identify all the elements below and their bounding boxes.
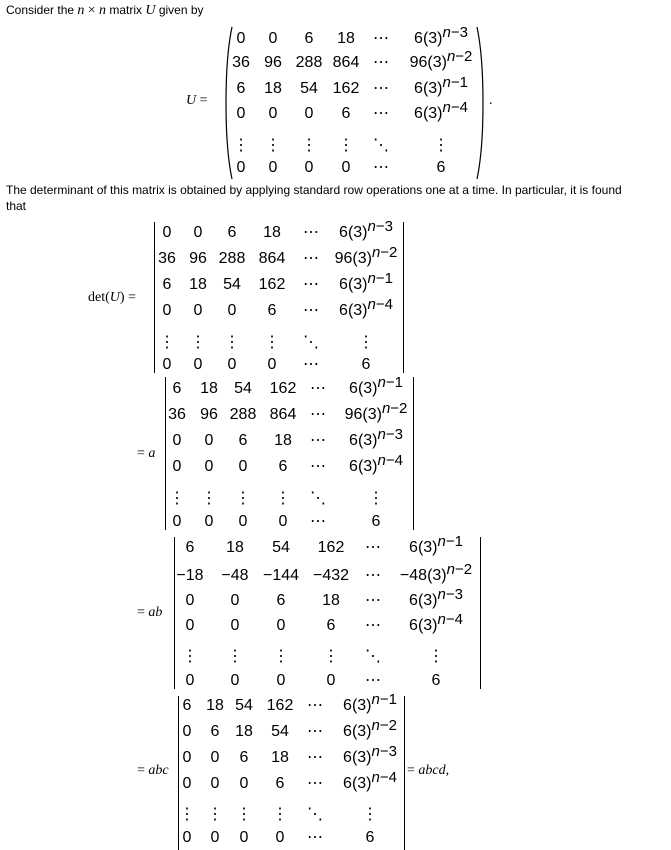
matrix-u-cell-r3-c4: 162	[332, 80, 360, 97]
determinant-3-cell-r1-c2: 18	[226, 539, 244, 556]
determinant-4-left-bar	[178, 696, 179, 850]
entry-coefficient: 96(3)	[344, 406, 382, 423]
determinant-3-cell-r5-c4: ⋮	[323, 648, 339, 665]
determinant-4-cell-r1-c6	[343, 691, 397, 714]
entry-exponent: n−4	[367, 296, 393, 313]
determinant-4-cell-r5-c6: ⋮	[362, 806, 378, 823]
determinant-1-cell-r6-c4: 0	[267, 356, 277, 373]
determinant-2-cell-r3-c2: 0	[204, 432, 214, 449]
determinant-3-cell-r6-c5: ⋯	[365, 672, 381, 689]
matrix-u-cell-r4-c4: 6	[341, 105, 351, 122]
entry-coefficient: 6(3)	[349, 432, 378, 449]
determinant-1-cell-r1-c6	[339, 218, 393, 241]
entry-exponent: n−1	[437, 533, 463, 550]
determinant-1-cell-r6-c1: 0	[162, 356, 172, 373]
determinant-3-cell-r4-c6	[409, 611, 463, 634]
determinant-3-right-bar	[480, 537, 481, 689]
entry-coefficient: 6(3)	[339, 276, 368, 293]
determinant-3-cell-r3-c5: ⋯	[365, 592, 381, 609]
entry-exponent: n−3	[371, 743, 397, 760]
determinant-2-cell-r4-c4: 6	[278, 458, 288, 475]
matrix-u-cell-r6-c5: ⋯	[373, 159, 389, 176]
entry-coefficient: 6(3)	[343, 723, 372, 740]
entry-exponent: n−1	[377, 374, 403, 391]
determinant-2-cell-r1-c6	[349, 374, 403, 397]
matrix-u-cell-r2-c6	[409, 48, 473, 71]
determinant-2-cell-r2-c4: 864	[269, 406, 297, 423]
determinant-1-cell-r6-c2: 0	[193, 356, 203, 373]
matrix-u-cell-r6-c1: 0	[236, 159, 246, 176]
determinant-3-cell-r1-c5: ⋯	[365, 539, 381, 556]
determinant-2-cell-r6-c2: 0	[204, 513, 214, 530]
step-abc-equals: =	[137, 763, 145, 778]
determinant-3-cell-r4-c5: ⋯	[365, 617, 381, 634]
determinant-3-cell-r3-c1: 0	[185, 592, 195, 609]
entry-coefficient: 6(3)	[343, 697, 372, 714]
entry-coefficient: 96(3)	[409, 54, 447, 71]
matrix-u-cell-r4-c1: 0	[236, 105, 246, 122]
final-result	[407, 763, 449, 779]
matrix-u-cell-r2-c4: 864	[332, 54, 360, 71]
determinant-3-cell-r1-c6	[409, 533, 463, 556]
determinant-4-cell-r6-c4: 0	[275, 829, 285, 846]
matrix-u-cell-r5-c2: ⋮	[265, 137, 281, 154]
determinant-2-cell-r4-c1: 0	[172, 458, 182, 475]
determinant-3-cell-r2-c5: ⋯	[365, 567, 381, 584]
determinant-1-cell-r4-c4: 6	[267, 302, 277, 319]
step-label-ab	[137, 605, 162, 621]
intro-after: given by	[158, 3, 204, 17]
determinant-4-cell-r5-c2: ⋮	[207, 806, 223, 823]
entry-coefficient: 6(3)	[349, 380, 378, 397]
determinant-4-cell-r4-c6	[343, 769, 397, 792]
entry-coefficient: −48(3)	[399, 567, 447, 584]
entry-exponent: n−2	[446, 48, 473, 65]
matrix-u-cell-r2-c5: ⋯	[373, 54, 389, 71]
determinant-2-cell-r6-c3: 0	[238, 513, 248, 530]
final-expr: abcd	[418, 763, 446, 778]
determinant-3-cell-r2-c1: −18	[176, 567, 204, 584]
entry-exponent: n−3	[367, 218, 393, 235]
determinant-1-cell-r2-c1: 36	[158, 250, 176, 267]
determinant-4-cell-r2-c4: 54	[271, 723, 289, 740]
determinant-4-cell-r3-c5: ⋯	[307, 749, 323, 766]
determinant-3-cell-r1-c4: 162	[317, 539, 345, 556]
determinant-1-cell-r6-c3: 0	[227, 356, 237, 373]
entry-coefficient: 6(3)	[409, 539, 438, 556]
determinant-3-cell-r5-c1: ⋮	[182, 648, 198, 665]
determinant-1-cell-r3-c1: 6	[162, 276, 172, 293]
matrix-u-cell-r3-c6	[414, 74, 468, 97]
u-trailing-period: .	[489, 93, 493, 108]
determinant-1-cell-r5-c6: ⋮	[358, 334, 374, 351]
determinant-4-cell-r3-c6	[343, 743, 397, 766]
determinant-4-cell-r2-c3: 18	[235, 723, 253, 740]
determinant-2-cell-r1-c5: ⋯	[310, 380, 326, 397]
determinant-2-cell-r1-c1: 6	[172, 380, 182, 397]
determinant-3-cell-r2-c3: −144	[262, 567, 300, 584]
determinant-3-cell-r4-c1: 0	[185, 617, 195, 634]
matrix-u-cell-r1-c1: 0	[236, 30, 246, 47]
determinant-2-cell-r2-c6	[344, 400, 408, 423]
determinant-1-cell-r5-c2: ⋮	[190, 334, 206, 351]
step-label-abc	[137, 763, 169, 779]
determinant-1-right-bar	[403, 222, 404, 373]
step-label-a	[137, 446, 155, 462]
determinant-2-cell-r6-c6: 6	[371, 513, 381, 530]
entry-exponent: n−2	[446, 561, 473, 578]
entry-exponent: n−1	[442, 74, 468, 91]
matrix-u-cell-r5-c6: ⋮	[433, 137, 449, 154]
determinant-2-cell-r3-c6	[349, 426, 403, 449]
determinant-2-cell-r3-c3: 6	[238, 432, 248, 449]
paragraph-line-1: The determinant of this matrix is obtained by applying standard row operations one at a time. In particular, it is found	[6, 183, 622, 197]
determinant-3-cell-r1-c1: 6	[185, 539, 195, 556]
determinant-3-cell-r3-c6	[409, 586, 463, 609]
matrix-u-cell-r6-c4: 0	[341, 159, 351, 176]
determinant-1-cell-r6-c5: ⋯	[303, 356, 319, 373]
determinant-1-cell-r1-c5: ⋯	[303, 224, 319, 241]
det-label	[88, 290, 136, 306]
determinant-3-cell-r3-c3: 6	[276, 592, 286, 609]
entry-exponent: n−3	[377, 426, 403, 443]
determinant-1-cell-r4-c1: 0	[162, 302, 172, 319]
determinant-4-cell-r4-c5: ⋯	[307, 775, 323, 792]
matrix-u-cell-r6-c3: 0	[304, 159, 314, 176]
determinant-4-cell-r6-c5: ⋯	[307, 829, 323, 846]
times-symbol: ×	[87, 3, 96, 18]
matrix-u-cell-r5-c1: ⋮	[233, 137, 249, 154]
matrix-u-cell-r3-c3: 54	[300, 80, 318, 97]
determinant-1-cell-r4-c5: ⋯	[303, 302, 319, 319]
matrix-u-cell-r3-c1: 6	[236, 80, 246, 97]
determinant-2-cell-r5-c2: ⋮	[201, 490, 217, 507]
u-equals-label	[186, 93, 208, 109]
entry-coefficient: 96(3)	[334, 250, 372, 267]
determinant-2-cell-r4-c3: 0	[238, 458, 248, 475]
step-a-coef: a	[148, 446, 156, 461]
matrix-u-cell-r6-c2: 0	[268, 159, 278, 176]
determinant-1-cell-r2-c3: 288	[218, 250, 246, 267]
matrix-u-cell-r4-c2: 0	[268, 105, 278, 122]
determinant-4-cell-r3-c4: 18	[271, 749, 289, 766]
entry-exponent: n−2	[381, 400, 408, 417]
determinant-1-cell-r1-c3: 6	[227, 224, 237, 241]
determinant-4-cell-r6-c2: 0	[210, 829, 220, 846]
matrix-u-cell-r3-c2: 18	[264, 80, 282, 97]
entry-coefficient: 6(3)	[339, 302, 368, 319]
determinant-4-cell-r4-c4: 6	[275, 775, 285, 792]
determinant-1-cell-r3-c2: 18	[189, 276, 207, 293]
matrix-u-cell-r1-c4: 18	[337, 30, 355, 47]
determinant-2-cell-r2-c1: 36	[168, 406, 186, 423]
entry-coefficient: 6(3)	[409, 617, 438, 634]
entry-exponent: n−4	[442, 99, 468, 116]
determinant-3-cell-r2-c6	[399, 561, 473, 584]
dim-n-2: n	[98, 3, 106, 18]
matrix-u-cell-r2-c1: 36	[232, 54, 250, 71]
determinant-4-cell-r6-c1: 0	[182, 829, 192, 846]
determinant-1-cell-r5-c4: ⋮	[264, 334, 280, 351]
determinant-4-cell-r5-c1: ⋮	[179, 806, 195, 823]
determinant-2-right-bar	[413, 377, 414, 530]
determinant-4-cell-r4-c1: 0	[182, 775, 192, 792]
determinant-1-cell-r3-c5: ⋯	[303, 276, 319, 293]
determinant-2-cell-r4-c6	[349, 452, 403, 475]
entry-exponent: n−2	[371, 717, 397, 734]
intro-middle: matrix	[109, 3, 142, 17]
determinant-3-cell-r6-c6: 6	[431, 672, 441, 689]
determinant-2-cell-r2-c2: 96	[200, 406, 218, 423]
determinant-1-cell-r3-c3: 54	[223, 276, 241, 293]
u-equals: =	[199, 93, 208, 108]
matrix-u-cell-r5-c5: ⋱	[373, 137, 389, 154]
determinant-2-cell-r3-c1: 0	[172, 432, 182, 449]
entry-coefficient: 6(3)	[414, 30, 443, 47]
determinant-3-cell-r6-c2: 0	[230, 672, 240, 689]
matrix-u-left-paren	[223, 26, 233, 180]
entry-exponent: n−3	[437, 586, 463, 603]
determinant-1-cell-r2-c4: 864	[258, 250, 286, 267]
determinant-1-cell-r1-c2: 0	[193, 224, 203, 241]
determinant-4-cell-r1-c4: 162	[266, 697, 294, 714]
matrix-u-cell-r2-c3: 288	[295, 54, 323, 71]
determinant-2-cell-r6-c4: 0	[278, 513, 288, 530]
intro-var-u: U	[145, 3, 156, 18]
determinant-4-cell-r2-c6	[343, 717, 397, 740]
step-ab-equals: =	[137, 605, 145, 620]
determinant-4-cell-r1-c2: 18	[206, 697, 224, 714]
determinant-3-cell-r4-c4: 6	[326, 617, 336, 634]
determinant-1-cell-r5-c3: ⋮	[224, 334, 240, 351]
entry-exponent: n−1	[367, 270, 393, 287]
determinant-4-cell-r2-c5: ⋯	[307, 723, 323, 740]
determinant-3-cell-r6-c3: 0	[276, 672, 286, 689]
determinant-2-cell-r6-c1: 0	[172, 513, 182, 530]
determinant-4-cell-r2-c1: 0	[182, 723, 192, 740]
u-var: U	[186, 93, 197, 108]
det-close-paren: )	[119, 290, 125, 305]
det-open-paren: (	[105, 290, 110, 305]
determinant-3-cell-r4-c2: 0	[230, 617, 240, 634]
determinant-3-cell-r5-c2: ⋮	[227, 648, 243, 665]
determinant-4-cell-r5-c4: ⋮	[272, 806, 288, 823]
determinant-1-cell-r1-c1: 0	[162, 224, 172, 241]
entry-coefficient: 6(3)	[343, 775, 372, 792]
entry-coefficient: 6(3)	[414, 105, 443, 122]
determinant-1-cell-r2-c2: 96	[189, 250, 207, 267]
matrix-u-cell-r4-c5: ⋯	[373, 105, 389, 122]
determinant-1-cell-r5-c1: ⋮	[159, 334, 175, 351]
determinant-4-cell-r3-c1: 0	[182, 749, 192, 766]
entry-exponent: n−2	[371, 244, 398, 261]
final-equals: =	[407, 763, 415, 778]
step-a-equals: =	[137, 446, 145, 461]
matrix-u-cell-r1-c5: ⋯	[373, 30, 389, 47]
matrix-u-cell-r1-c6	[414, 24, 468, 47]
determinant-2-cell-r5-c4: ⋮	[275, 490, 291, 507]
determinant-4-cell-r1-c5: ⋯	[307, 697, 323, 714]
det-equals: =	[128, 290, 136, 305]
entry-exponent: n−4	[377, 452, 403, 469]
dim-n-1: n	[77, 3, 85, 18]
determinant-2-cell-r1-c4: 162	[269, 380, 297, 397]
entry-coefficient: 6(3)	[349, 458, 378, 475]
determinant-3-cell-r4-c3: 0	[276, 617, 286, 634]
determinant-4-cell-r4-c3: 0	[239, 775, 249, 792]
determinant-2-cell-r3-c4: 18	[274, 432, 292, 449]
paragraph-line-2: that	[6, 199, 27, 213]
determinant-1-cell-r5-c5: ⋱	[303, 334, 319, 351]
det-fn: det	[88, 290, 106, 305]
determinant-3-cell-r5-c3: ⋮	[273, 648, 289, 665]
determinant-2-cell-r3-c5: ⋯	[310, 432, 326, 449]
determinant-3-left-bar	[174, 537, 175, 689]
entry-coefficient: 6(3)	[414, 80, 443, 97]
matrix-u-cell-r5-c3: ⋮	[301, 137, 317, 154]
determinant-3-cell-r6-c4: 0	[326, 672, 336, 689]
determinant-2-cell-r5-c1: ⋮	[169, 490, 185, 507]
intro-sentence	[6, 2, 204, 19]
determinant-1-cell-r4-c3: 0	[227, 302, 237, 319]
matrix-u-cell-r2-c2: 96	[264, 54, 282, 71]
determinant-1-cell-r3-c6	[339, 270, 393, 293]
matrix-u-cell-r1-c2: 0	[268, 30, 278, 47]
entry-exponent: n−4	[371, 769, 397, 786]
final-punct: ,	[445, 763, 450, 778]
determinant-4-cell-r3-c3: 6	[239, 749, 249, 766]
determinant-3-cell-r6-c1: 0	[185, 672, 195, 689]
intro-before: Consider the	[6, 3, 75, 17]
determinant-2-cell-r1-c3: 54	[234, 380, 252, 397]
matrix-u-cell-r5-c4: ⋮	[338, 137, 354, 154]
determinant-4-right-bar	[404, 696, 405, 850]
determinant-3-cell-r1-c3: 54	[272, 539, 290, 556]
matrix-u-cell-r1-c3: 6	[304, 30, 314, 47]
determinant-2-cell-r5-c3: ⋮	[235, 490, 251, 507]
determinant-2-cell-r2-c3: 288	[229, 406, 257, 423]
determinant-2-left-bar	[165, 377, 166, 530]
matrix-u-cell-r3-c5: ⋯	[373, 80, 389, 97]
entry-coefficient: 6(3)	[339, 224, 368, 241]
determinant-4-cell-r6-c6: 6	[365, 829, 375, 846]
determinant-1-cell-r2-c5: ⋯	[303, 250, 319, 267]
determinant-2-cell-r5-c5: ⋱	[310, 490, 326, 507]
determinant-2-cell-r6-c5: ⋯	[310, 513, 326, 530]
entry-exponent: n−4	[437, 611, 463, 628]
determinant-4-cell-r5-c3: ⋮	[236, 806, 252, 823]
determinant-2-cell-r1-c2: 18	[200, 380, 218, 397]
determinant-1-cell-r4-c6	[339, 296, 393, 319]
determinant-3-cell-r3-c2: 0	[230, 592, 240, 609]
determinant-4-cell-r6-c3: 0	[239, 829, 249, 846]
determinant-1-cell-r4-c2: 0	[193, 302, 203, 319]
determinant-3-cell-r5-c6: ⋮	[428, 648, 444, 665]
entry-exponent: n−3	[442, 24, 468, 41]
matrix-u-cell-r6-c6: 6	[436, 159, 446, 176]
determinant-2-cell-r4-c2: 0	[204, 458, 214, 475]
matrix-u-cell-r4-c6	[414, 99, 468, 122]
determinant-4-cell-r3-c2: 0	[210, 749, 220, 766]
determinant-1-cell-r1-c4: 18	[263, 224, 281, 241]
determinant-4-cell-r1-c3: 54	[235, 697, 253, 714]
determinant-4-cell-r1-c1: 6	[182, 697, 192, 714]
determinant-2-cell-r5-c6: ⋮	[368, 490, 384, 507]
determinant-1-cell-r3-c4: 162	[258, 276, 286, 293]
determinant-3-cell-r3-c4: 18	[322, 592, 340, 609]
entry-exponent: n−1	[371, 691, 397, 708]
det-var: U	[109, 290, 120, 305]
determinant-1-cell-r6-c6: 6	[361, 356, 371, 373]
step-ab-coef: ab	[148, 605, 163, 620]
determinant-1-cell-r2-c6	[334, 244, 398, 267]
determinant-4-cell-r4-c2: 0	[210, 775, 220, 792]
determinant-3-cell-r2-c2: −48	[221, 567, 249, 584]
entry-coefficient: 6(3)	[409, 592, 438, 609]
determinant-3-cell-r2-c4: −432	[312, 567, 350, 584]
paragraph	[6, 182, 622, 214]
determinant-4-cell-r2-c2: 6	[210, 723, 220, 740]
step-abc-coef: abc	[148, 763, 169, 778]
determinant-3-cell-r5-c5: ⋱	[365, 648, 381, 665]
entry-coefficient: 6(3)	[343, 749, 372, 766]
matrix-u-cell-r4-c3: 0	[304, 105, 314, 122]
determinant-1-left-bar	[154, 222, 155, 373]
determinant-2-cell-r4-c5: ⋯	[310, 458, 326, 475]
determinant-4-cell-r5-c5: ⋱	[307, 806, 323, 823]
determinant-2-cell-r2-c5: ⋯	[310, 406, 326, 423]
matrix-u-right-paren	[476, 26, 486, 180]
